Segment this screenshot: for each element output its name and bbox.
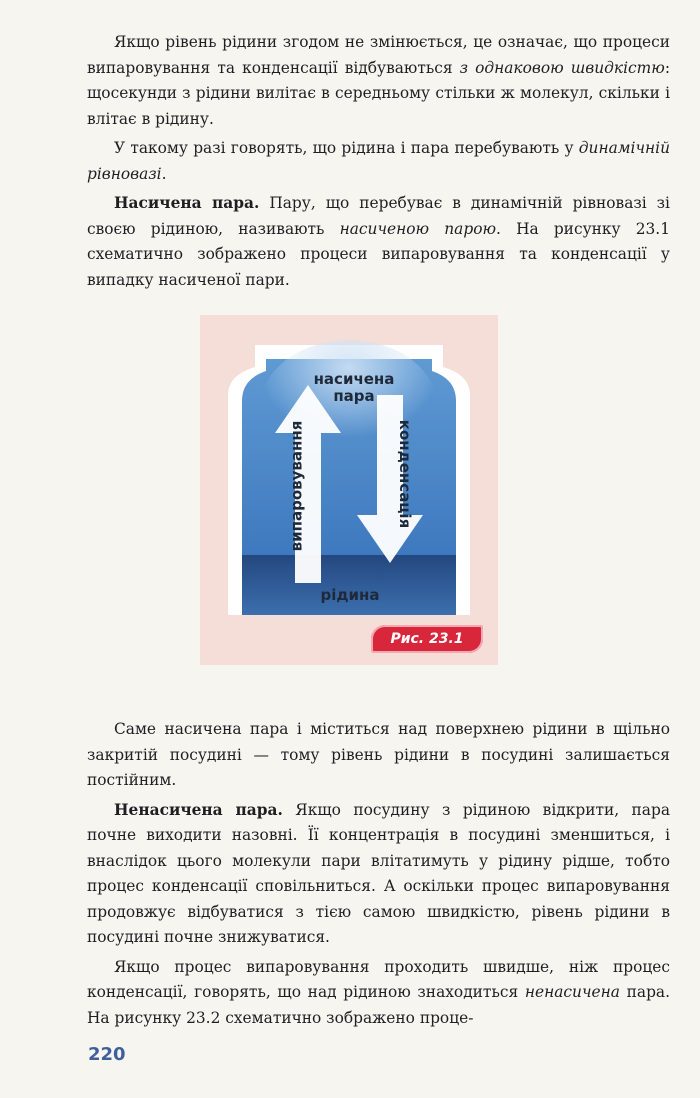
paragraph-1: Якщо рівень рідини згодом не змінюється, це означає, що процеси випаровування та конденсації відбуваються з однаковою швидкістю: щосекунди з рідини вилітає в середньому стільки ж молекул, скільки і влітає в рідину. [87, 33, 670, 128]
section-heading: Ненасичена пара. [114, 800, 283, 819]
page-content [87, 30, 670, 1031]
section-heading: Насичена пара. [114, 194, 260, 212]
figure-23-1 [87, 309, 670, 699]
paragraph-2: У такому разі говорять, що рідина і пара перебувають у динамічній рівновазі. [87, 139, 670, 183]
paragraph-3: Насичена пара. Пару, що перебуває в динамічній рівновазі зі своєю рідиною, називають насиченою парою. На рисунку 23.1 схематично зображено процеси випаровування та конденсації у випадку насиченої пари. [87, 194, 670, 289]
figure-panel [200, 315, 498, 665]
liquid-region [242, 555, 456, 615]
paragraph-5: Ненасичена пара. Якщо посудину з рідиною відкрити, пара почне виходити назовні. Її концентрація в посудині зменшиться, і внаслідок цього молекули пари влітатимуть у рідину рідше, тобто процес конденсації сповільниться. А оскільки процес випаровування продовжує відбуватися з тією самою швидкістю, рівень рідини в посудині почне знижуватися. [87, 800, 671, 946]
paragraph-4: Саме насичена пара і міститься над поверхнею рідини в щільно закритій посудині — тому рівень рідини в посудині залишається постійним. [87, 720, 670, 789]
page-number: 220 [88, 1044, 126, 1065]
vapor-label: насичена пара [313, 370, 395, 405]
paragraph-6: Якщо процес випаровування проходить швидше, ніж процес конденсації, говорять, що над рідиною знаходиться ненасичена пара. На рисунку 23.2 схематично зображено проце- [87, 957, 671, 1027]
emphasis: з однаковою швидкістю [459, 58, 665, 77]
evaporation-label: випаровування [287, 420, 306, 552]
emphasis: насиченою парою [339, 219, 497, 238]
emphasis: динамічній рівновазі [87, 139, 670, 183]
saturated-vapor-diagram [200, 315, 498, 665]
condensation-label: конденсація [396, 419, 415, 529]
liquid-label: рідина [320, 586, 380, 604]
figure-caption-badge: Рис. 23.1 [371, 625, 483, 653]
emphasis: ненасичена [524, 983, 620, 1001]
